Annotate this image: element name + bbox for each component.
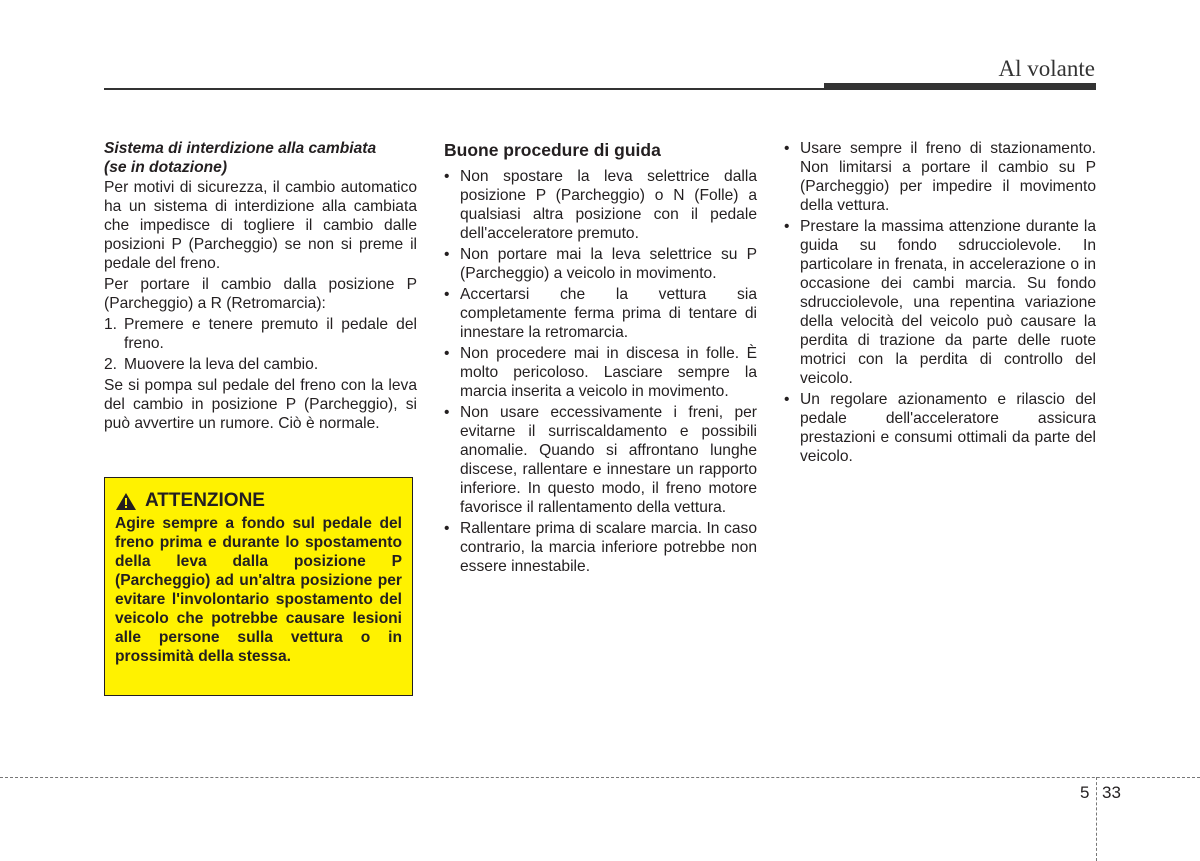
- step-list: [104, 315, 417, 374]
- bullet-icon: •: [444, 520, 450, 537]
- bullet-text: Non usare eccessivamente i freni, per evitarne il surriscaldamento e possibili anomalie. Quando si affrontano lunghe discese, rallentare e innestare un rapporto inferiore. In questo modo, il freno motore favorisce il rallentamento della vettura.: [460, 404, 757, 516]
- bullet-item: [444, 285, 757, 342]
- warning-header: [115, 490, 402, 512]
- bullet-item: [444, 344, 757, 401]
- footer-rule: [0, 777, 1200, 778]
- bullet-text: Rallentare prima di scalare marcia. In caso contrario, la marcia inferiore potrebbe non essere innestabile.: [460, 520, 757, 575]
- bullet-text: Un regolare azionamento e rilascio del pedale dell'acceleratore assicura prestazioni e consumi ottimali da parte del veicolo.: [800, 391, 1096, 465]
- bullet-item: [444, 245, 757, 283]
- header-rule-accent: [824, 83, 1096, 90]
- warning-box: [104, 477, 413, 696]
- bullet-text: Non portare mai la leva selettrice su P (Parcheggio) a veicolo in movimento.: [460, 246, 757, 282]
- warning-triangle-icon: [115, 492, 137, 511]
- bullet-item: [784, 390, 1096, 466]
- bullet-text: Prestare la massima attenzione durante la guida su fondo sdrucciolevole. In particolare in frenata, in accelerazione o in occasione dei cambi marcia. Su fondo sdrucciolevole, una repentina variazione della velocità del veicolo può causare la perdita di trazione da parte delle ruote motrici con la perdita di controllo del veicolo.: [800, 218, 1096, 387]
- warning-text: Agire sempre a fondo sul pedale del freno prima e durante lo spostamento della leva dalla posizione P (Parcheggio) ad un'altra posizione per evitare l'involontario spostamento del veicolo che potrebbe causare lesioni alle persone sulla vettura o in prossimità della stessa.: [115, 515, 402, 665]
- bullet-list: [784, 139, 1096, 466]
- bullet-item: [444, 403, 757, 517]
- column-right: [784, 139, 1096, 468]
- column-left: [104, 139, 417, 435]
- bullet-icon: •: [444, 404, 450, 421]
- bullet-icon: •: [444, 286, 450, 303]
- bullet-icon: •: [444, 246, 450, 263]
- bullet-icon: •: [784, 140, 790, 157]
- bullet-text: Non procedere mai in discesa in folle. È molto pericoloso. Lasciare sempre la marcia inserita a veicolo in movimento.: [460, 345, 757, 400]
- section-heading: Buone procedure di guida: [444, 140, 661, 160]
- step-text: Muovere la leva del cambio.: [124, 356, 319, 373]
- step-item: [104, 355, 417, 374]
- bullet-text: Accertarsi che la vettura sia completamente ferma prima di tentare di innestare la retromarcia.: [460, 286, 757, 341]
- step-number: 2.: [104, 356, 118, 373]
- paragraph: Per motivi di sicurezza, il cambio automatico ha un sistema di interdizione alla cambiata che impedisce di togliere il cambio dalle posizioni P (Parcheggio) se non si preme il pedale del freno.: [104, 179, 417, 272]
- step-item: [104, 315, 417, 353]
- subheading-line: (se in dotazione): [104, 159, 228, 176]
- step-text: Premere e tenere premuto il pedale del freno.: [124, 316, 417, 352]
- page-number: 33: [1102, 783, 1121, 802]
- footer-divider: [1096, 777, 1097, 861]
- section-subheading: [104, 139, 417, 177]
- bullet-item: [444, 519, 757, 576]
- bullet-icon: •: [444, 345, 450, 362]
- subheading-line: Sistema di interdizione alla cambiata: [104, 140, 377, 157]
- bullet-text: Usare sempre il freno di stazionamento. Non limitarsi a portare il cambio su P (Parcheggio) per impedire il movimento della vettura.: [800, 140, 1096, 214]
- bullet-icon: •: [784, 218, 790, 235]
- chapter-title: Al volante: [998, 56, 1095, 81]
- bullet-item: [784, 217, 1096, 388]
- column-middle: [444, 139, 757, 578]
- bullet-text: Non spostare la leva selettrice dalla posizione P (Parcheggio) o N (Folle) a qualsiasi altra posizione con il pedale dell'acceleratore premuto.: [460, 168, 757, 242]
- warning-title: ATTENZIONE: [145, 490, 265, 511]
- bullet-item: [444, 167, 757, 243]
- bullet-item: [784, 139, 1096, 215]
- bullet-list: [444, 167, 757, 576]
- bullet-icon: •: [784, 391, 790, 408]
- paragraph: Per portare il cambio dalla posizione P (Parcheggio) a R (Retromarcia):: [104, 276, 417, 312]
- step-number: 1.: [104, 316, 118, 333]
- paragraph: Se si pompa sul pedale del freno con la leva del cambio in posizione P (Parcheggio), si può avvertire un rumore. Ciò è normale.: [104, 377, 417, 432]
- bullet-icon: •: [444, 168, 450, 185]
- chapter-number: 5: [1080, 783, 1090, 802]
